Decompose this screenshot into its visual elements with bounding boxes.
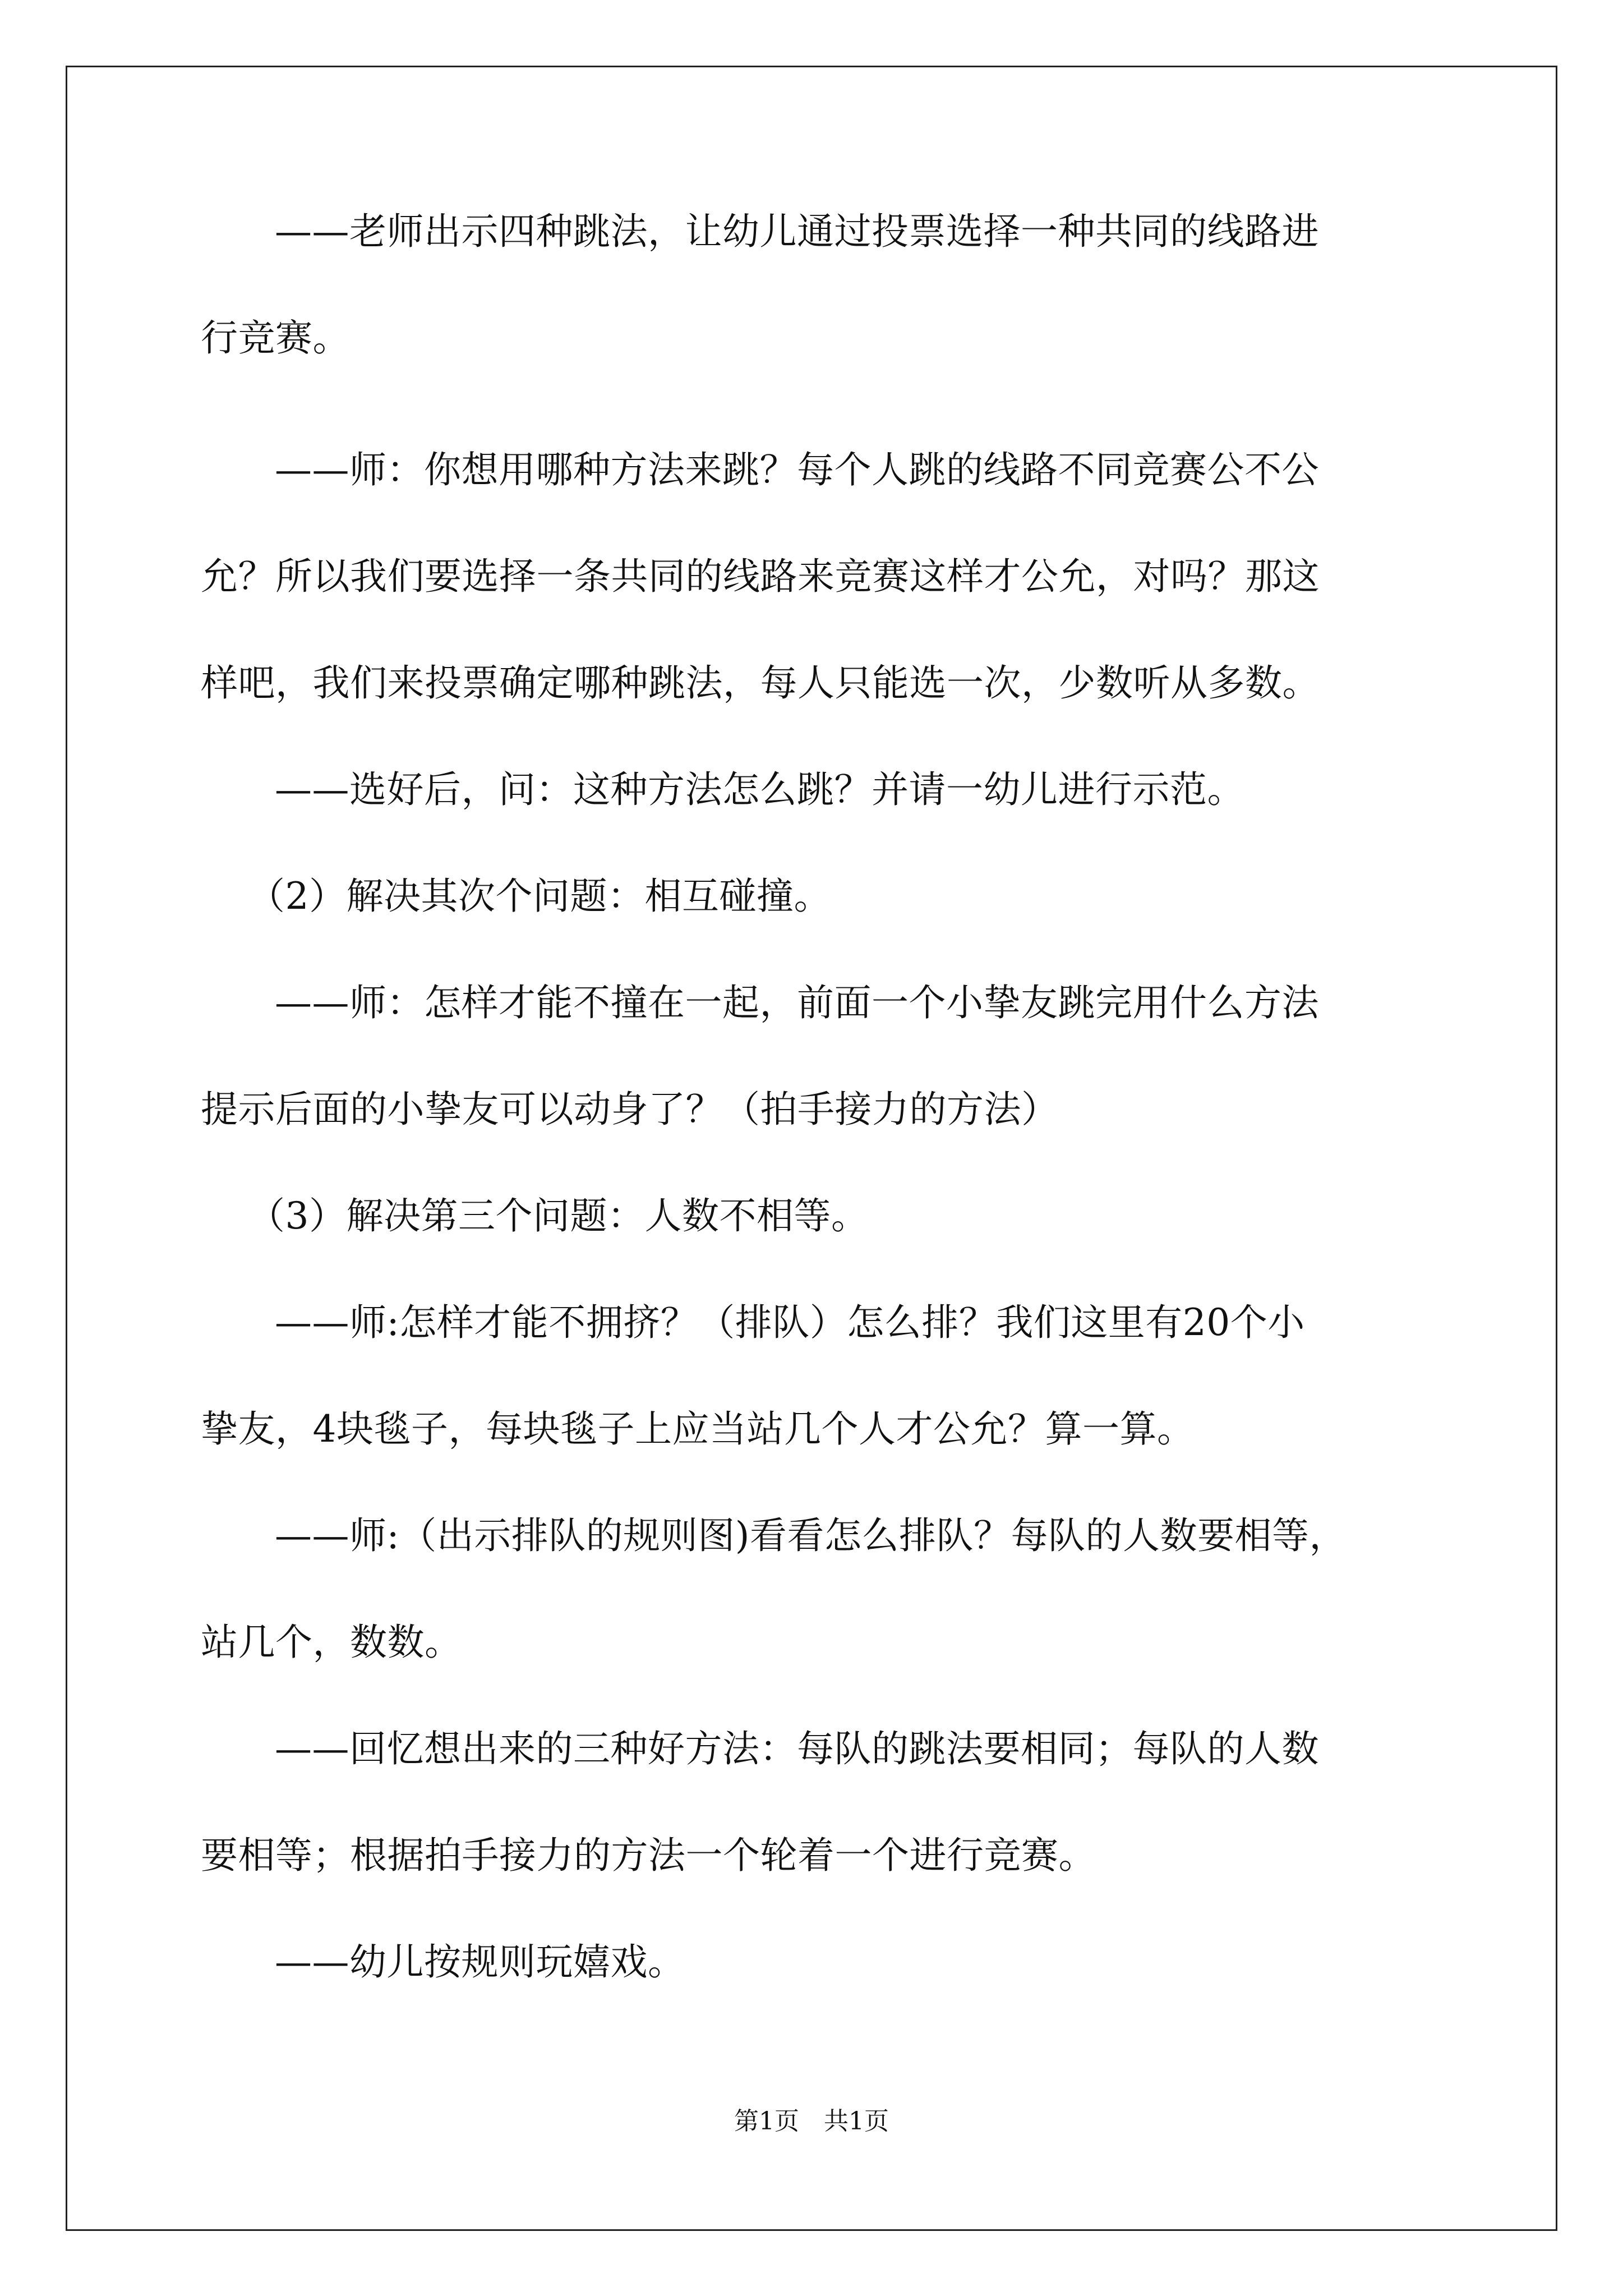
paragraph-line: 提示后面的小挚友可以动身了？（拍手接力的方法）: [201, 1088, 1059, 1131]
paragraph-line: 允？所以我们要选择一条共同的线路来竞赛这样才公允，对吗？那这: [201, 555, 1320, 598]
paragraph-line: ——老师出示四种跳法，让幼儿通过投票选择一种共同的线路进: [275, 210, 1319, 253]
paragraph-line: ——师：怎样才能不撞在一起，前面一个小挚友跳完用什么方法: [275, 981, 1319, 1024]
paragraph-line: 行竞赛。: [201, 316, 350, 360]
paragraph-line: ——选好后，问：这种方法怎么跳？并请一幼儿进行示范。: [275, 768, 1244, 811]
page-border: [66, 66, 1557, 2231]
paragraph-line: ——回忆想出来的三种好方法：每队的跳法要相同；每队的人数: [275, 1727, 1319, 1770]
paragraph-line: ——师:怎样才能不拥挤？（排队）怎么排？我们这里有20个小: [275, 1301, 1305, 1344]
paragraph-line: （2）解决其次个问题：相互碰撞。: [248, 875, 831, 918]
page-number: 第1页 共1页: [734, 2107, 889, 2136]
paragraph-line: 要相等；根据拍手接力的方法一个轮着一个进行竞赛。: [201, 1834, 1096, 1877]
paragraph-line: ——师：你想用哪种方法来跳？每个人跳的线路不同竞赛公不公: [275, 448, 1319, 491]
paragraph-line: 样吧，我们来投票确定哪种跳法，每人只能选一次，少数听从多数。: [201, 661, 1320, 705]
paragraph-line: ——师:（出示排队的规则图)看看怎么排队？每队的人数要相等，: [275, 1514, 1347, 1557]
paragraph-line: 站几个，数数。: [201, 1621, 462, 1664]
paragraph-line: （3）解决第三个问题：人数不相等。: [248, 1194, 869, 1237]
paragraph-line: ——幼儿按规则玩嬉戏。: [275, 1940, 685, 1984]
paragraph-line: 挚友，4块毯子，每块毯子上应当站几个人才公允？算一算。: [201, 1407, 1195, 1451]
